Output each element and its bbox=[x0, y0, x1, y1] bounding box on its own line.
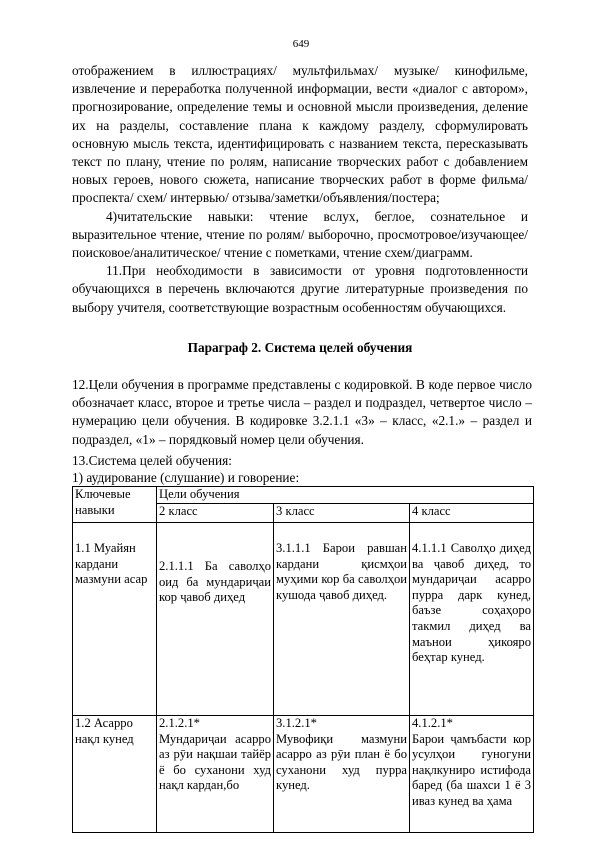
table-row bbox=[73, 523, 534, 716]
cell-text: Барои ҷамъбасти кор усулҳои гуногуни нақлкуниро истифода баред (ба шахси 1 ё 3 иваз кунед ва ҳама bbox=[412, 731, 532, 808]
cell-code: 2.1.2.1* bbox=[159, 716, 200, 730]
paragraph: отображением в иллюстрациях/ мультфильмах/ музыке/ кинофильме, извлечение и переработка полученной информации, вести «диалог с автором», прогнозирование, определение темы и основной мысли произведения, деление их на разделы, составление плана к каждому разделу, сформулировать основную мысль текста, идентифицировать с названием текста, пересказывать текст по плану, чтение по ролям, написание творческих работ с добавлением новых героев, нового сюжета, написание творческих работ в форме фильма/ проспекта/ схем/ интервью/ отзыва/заметки/объявления/постера; bbox=[72, 63, 528, 206]
table-cell-grade-4 bbox=[410, 716, 534, 833]
cell-text: 1.1 Муайян кардани мазмуни асар bbox=[75, 541, 148, 587]
header-grade-3: 3 класс bbox=[274, 504, 410, 523]
table-row bbox=[73, 487, 534, 504]
cell-code: 4.1.2.1* bbox=[412, 716, 453, 730]
paragraph: 11.При необходимости в зависимости от уровня подготовленности обучающихся в перечень включаются другие литературные произведения по выбору учителя, соответствующие возрастным особенностям обучающихся. bbox=[72, 263, 528, 315]
cell-text: 2.1.1.1 Ба саволҳо оид ба мундариҷаи кор ҷавоб диҳед bbox=[159, 559, 271, 605]
goals-paragraph: 12.Цели обучения в программе представлены с кодировкой. В коде первое число обозначает класс, второе и третье числа – раздел и подраздел, четвертое число – нумерацию цели обучения. В кодировке 3.2.1.1 «3» – класс, «2.1.» – раздел и подраздел, «1» – порядковый номер цели обучения. bbox=[72, 377, 532, 447]
table-row bbox=[73, 716, 534, 833]
table-cell-grade-3 bbox=[274, 716, 410, 833]
table-cell-grade-4 bbox=[410, 523, 534, 716]
table-cell-grade-2 bbox=[157, 716, 274, 833]
cell-text: 1.2 Асарро нақл кунед bbox=[75, 716, 134, 746]
header-grade-2: 2 класс bbox=[157, 504, 274, 523]
table-cell-grade-3 bbox=[274, 523, 410, 716]
cell-text: Мундариҷаи асарро аз рӯи нақшаи тайёр ё бо суханони худ нақл кардан,бо bbox=[159, 731, 271, 793]
table-cell-skill bbox=[73, 716, 157, 833]
list-subtitle: 1) аудирование (слушание) и говорение: bbox=[72, 470, 300, 485]
paragraph: 4)читательские навыки: чтение вслух, беглое, сознательное и выразительное чтение, чтение по ролям/ выборочно, просмотровое/изучающее/поисковое/аналитическое/ чтение с пометками, чтение схем/диаграмм. bbox=[72, 208, 528, 261]
list-title-block bbox=[72, 452, 532, 486]
table-cell-grade-2 bbox=[157, 523, 274, 716]
header-key-skills: Ключевые навыки bbox=[73, 487, 157, 523]
goals-table bbox=[72, 486, 534, 833]
cell-text: 3.1.1.1 Барои равшан кардани қисмҳои муҳими кор ба саволҳои кушода ҷавоб диҳед. bbox=[276, 541, 407, 602]
section-heading: Параграф 2. Система целей обучения bbox=[187, 340, 413, 355]
header-grade-4: 4 класс bbox=[410, 504, 534, 523]
body-text bbox=[72, 62, 528, 317]
table-cell-skill bbox=[73, 523, 157, 716]
cell-text: Мувофиқи мазмуни асарро аз рӯи план ё бо суханони худ пурра кунед. bbox=[276, 731, 407, 793]
page-number: 649 bbox=[292, 38, 310, 50]
cell-text: 4.1.1.1 Саволҳо диҳед ва ҷавоб диҳед, то мундариҷаи асарро пурра дарк кунед, баъзе соҳаҳоро такмил диҳед ва маънои ҳикояро беҳтар кунед. bbox=[412, 541, 532, 665]
header-goals: Цели обучения bbox=[157, 487, 534, 504]
cell-code: 3.1.2.1* bbox=[276, 716, 317, 730]
list-title: 13.Система целей обучения: bbox=[72, 453, 232, 468]
